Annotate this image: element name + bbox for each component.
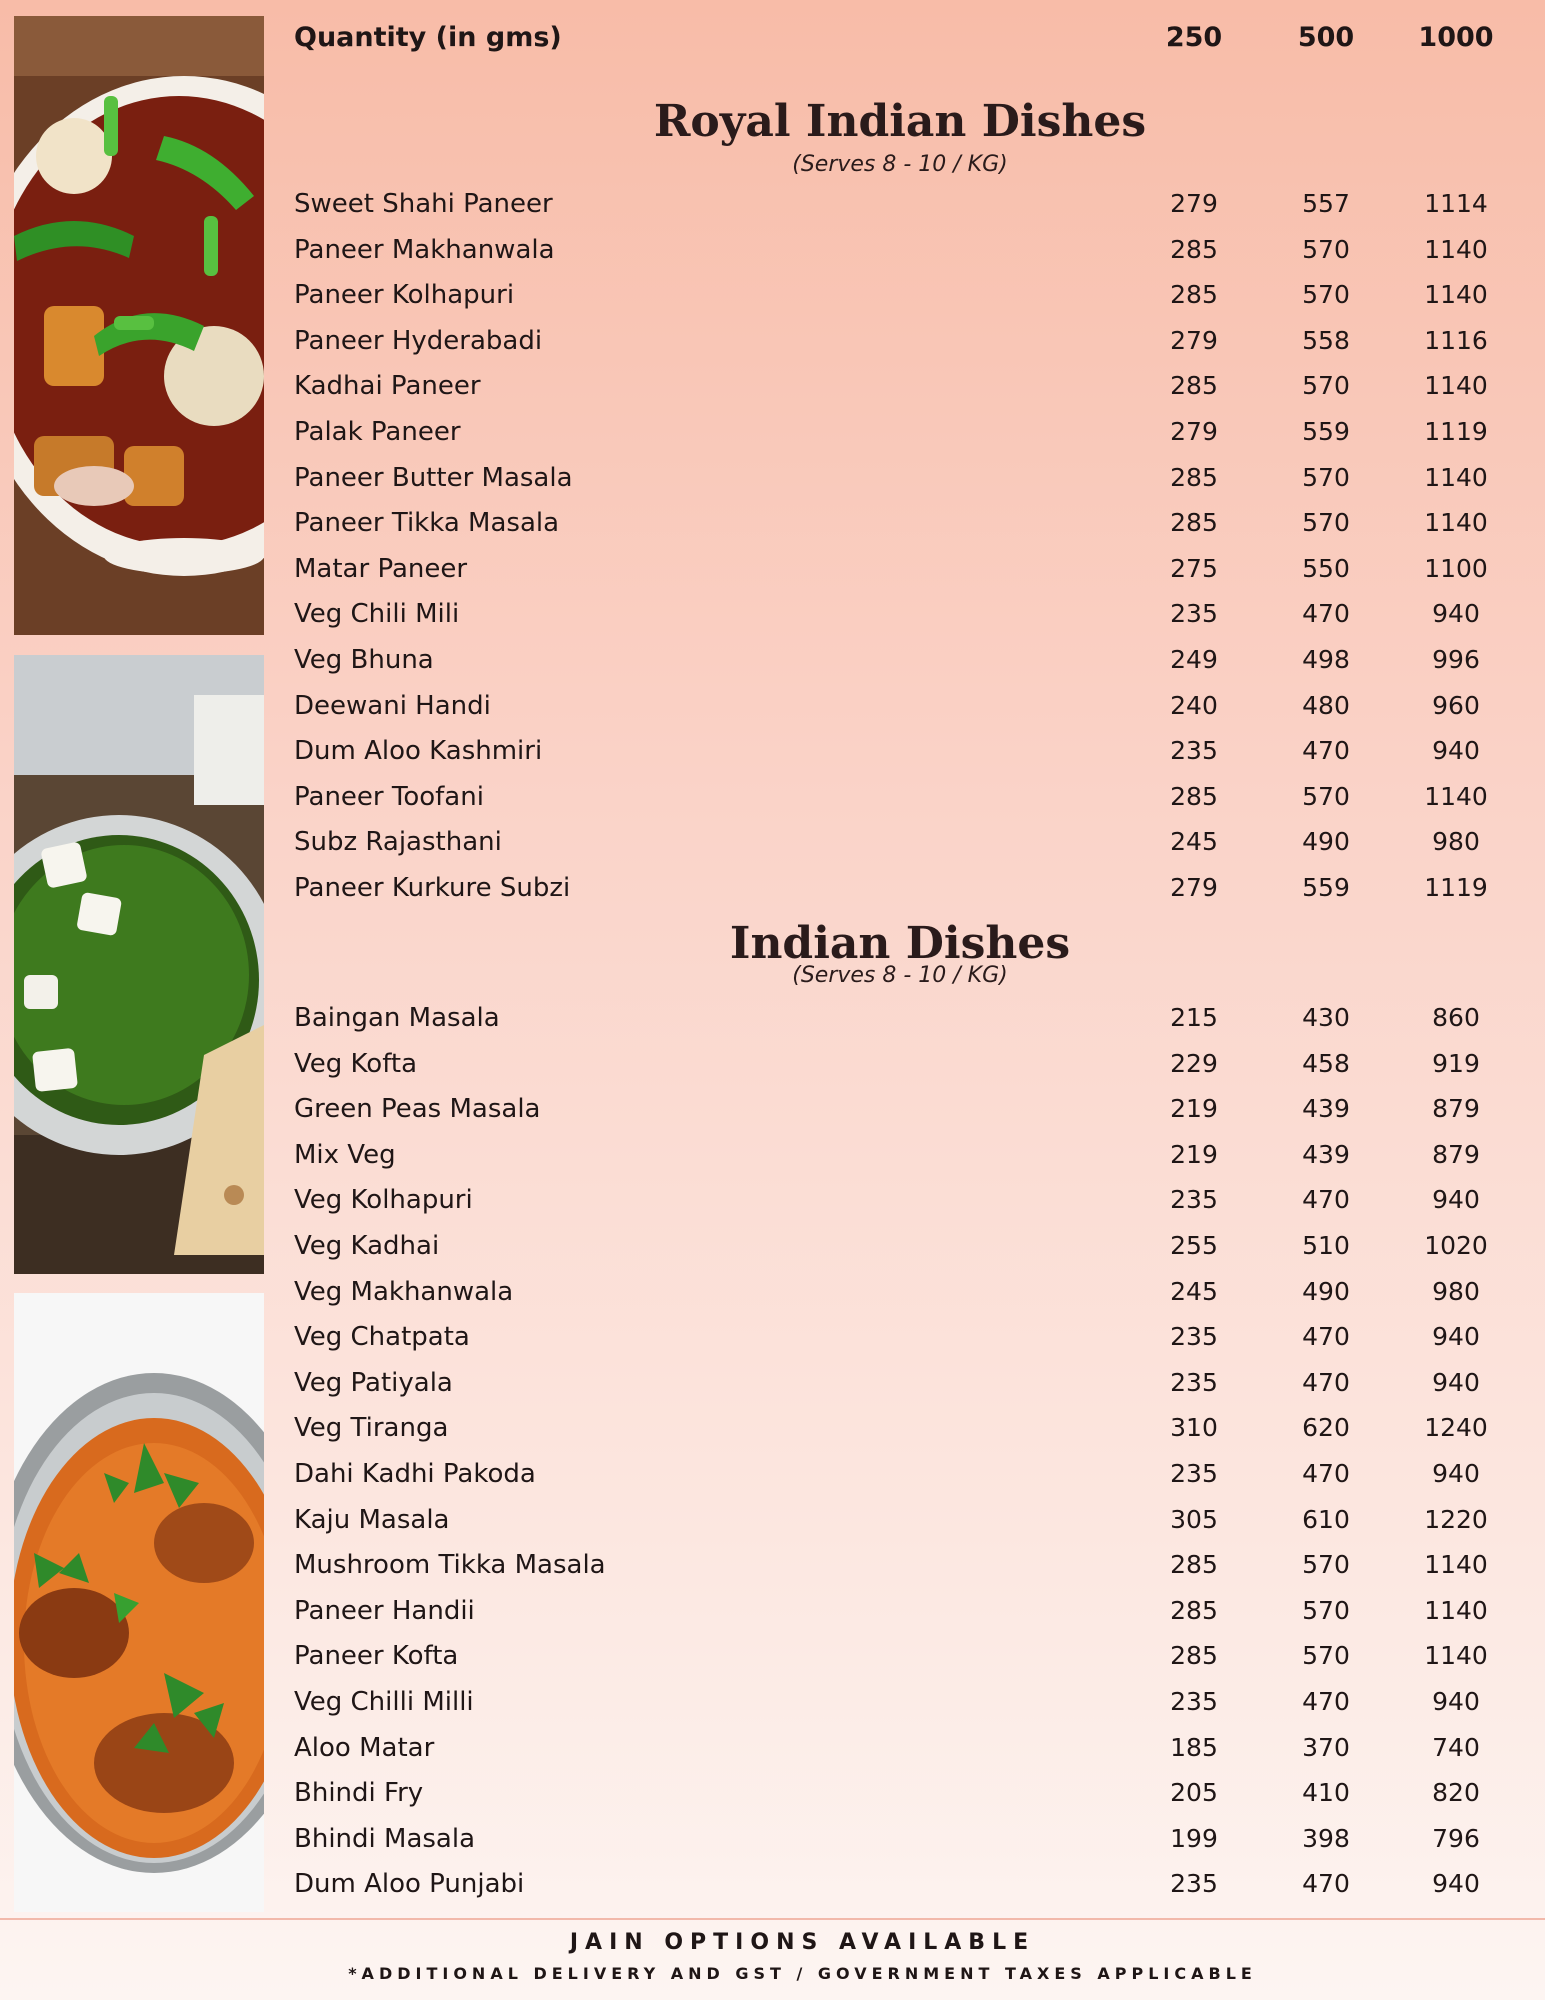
palak-paneer-photo <box>14 655 264 1274</box>
dish-name: Paneer Butter Masala <box>294 462 573 493</box>
dish-name: Kadhai Paneer <box>294 371 481 402</box>
price-1000: 1140 <box>1424 280 1488 310</box>
price-250: 205 <box>1170 1778 1218 1808</box>
dish-name: Veg Tiranga <box>294 1413 449 1444</box>
chilli-paneer-photo <box>14 16 264 635</box>
jain-options-note: JAIN OPTIONS AVAILABLE <box>569 1930 1036 1955</box>
price-250: 285 <box>1170 1641 1218 1671</box>
menu-item-row <box>294 186 1514 232</box>
dish-name: Bhindi Masala <box>294 1823 476 1854</box>
dish-name: Veg Chili Mili <box>294 599 460 630</box>
price-250: 235 <box>1170 1322 1218 1352</box>
price-1000: 879 <box>1432 1094 1480 1124</box>
price-1000: 1140 <box>1424 234 1488 264</box>
price-500: 470 <box>1302 736 1350 766</box>
price-1000: 940 <box>1432 1869 1480 1899</box>
price-250: 240 <box>1170 690 1218 720</box>
menu-item-row <box>294 1638 1514 1684</box>
price-250: 285 <box>1170 462 1218 492</box>
price-1000: 940 <box>1432 736 1480 766</box>
royal-dishes-list <box>294 186 1514 916</box>
dish-name: Paneer Kurkure Subzi <box>294 872 571 903</box>
indian-dishes-list <box>294 1000 1514 1912</box>
dish-name: Mix Veg <box>294 1139 396 1170</box>
dish-name: Palak Paneer <box>294 416 461 447</box>
price-250: 215 <box>1170 1003 1218 1032</box>
price-250: 285 <box>1170 280 1218 310</box>
price-1000: 1100 <box>1424 553 1488 583</box>
price-500: 458 <box>1302 1048 1350 1078</box>
price-250: 235 <box>1170 1869 1218 1899</box>
menu-item-row <box>294 1593 1514 1639</box>
price-1000: 1140 <box>1424 781 1488 811</box>
price-1000: 740 <box>1432 1732 1480 1762</box>
price-1000: 1020 <box>1424 1230 1488 1260</box>
price-1000: 940 <box>1432 1686 1480 1716</box>
price-1000: 1114 <box>1424 189 1488 218</box>
price-250: 285 <box>1170 508 1218 538</box>
price-1000: 980 <box>1432 1276 1480 1306</box>
price-500: 370 <box>1302 1732 1350 1762</box>
dish-name: Matar Paneer <box>294 553 468 584</box>
dish-name: Veg Bhuna <box>294 644 434 675</box>
section-title-indian: Indian Dishes <box>729 918 1071 969</box>
price-500: 570 <box>1302 508 1350 538</box>
dish-name: Paneer Hyderabadi <box>294 325 543 356</box>
price-500: 490 <box>1302 1276 1350 1306</box>
menu-item-row <box>294 368 1514 414</box>
menu-item-row <box>294 323 1514 369</box>
menu-item-row <box>294 1547 1514 1593</box>
price-1000: 820 <box>1432 1778 1480 1808</box>
price-500: 470 <box>1302 1458 1350 1488</box>
price-500: 570 <box>1302 1550 1350 1580</box>
price-250: 219 <box>1170 1139 1218 1169</box>
price-1000: 1116 <box>1424 325 1488 355</box>
price-1000: 940 <box>1432 1458 1480 1488</box>
dish-name: Paneer Kofta <box>294 1641 459 1672</box>
price-1000: 1240 <box>1424 1413 1488 1443</box>
price-500: 470 <box>1302 1869 1350 1899</box>
dish-name: Mushroom Tikka Masala <box>294 1550 606 1581</box>
menu-item-row <box>294 1319 1514 1365</box>
menu-item-row <box>294 1821 1514 1867</box>
menu-item-row <box>294 1274 1514 1320</box>
menu-item-row <box>294 688 1514 734</box>
price-1000: 960 <box>1432 690 1480 720</box>
menu-item-row <box>294 779 1514 825</box>
menu-item-row <box>294 596 1514 642</box>
price-500: 620 <box>1302 1413 1350 1443</box>
price-500: 559 <box>1302 416 1350 446</box>
price-250: 245 <box>1170 827 1218 857</box>
menu-item-row <box>294 1684 1514 1730</box>
price-250: 279 <box>1170 416 1218 446</box>
price-1000: 796 <box>1432 1823 1480 1853</box>
price-500: 470 <box>1302 1322 1350 1352</box>
price-250: 310 <box>1170 1413 1218 1443</box>
menu-item-row <box>294 277 1514 323</box>
menu-item-row <box>294 1091 1514 1137</box>
price-1000: 1220 <box>1424 1504 1488 1534</box>
dish-name: Kaju Masala <box>294 1504 450 1535</box>
price-500: 480 <box>1302 690 1350 720</box>
price-500: 398 <box>1302 1823 1350 1853</box>
menu-item-row <box>294 1137 1514 1183</box>
price-1000: 980 <box>1432 827 1480 857</box>
menu-item-row <box>294 232 1514 278</box>
menu-item-row <box>294 1228 1514 1274</box>
price-500: 559 <box>1302 872 1350 902</box>
price-250: 279 <box>1170 189 1218 218</box>
price-250: 235 <box>1170 599 1218 629</box>
price-1000: 940 <box>1432 1367 1480 1397</box>
price-500: 470 <box>1302 1185 1350 1215</box>
price-1000: 919 <box>1432 1048 1480 1078</box>
menu-item-row <box>294 460 1514 506</box>
price-250: 305 <box>1170 1504 1218 1534</box>
qty-1000-heading: 1000 <box>1418 22 1494 53</box>
price-500: 570 <box>1302 781 1350 811</box>
section-title-royal: Royal Indian Dishes <box>653 96 1147 147</box>
qty-500-heading: 500 <box>1297 22 1355 53</box>
qty-250-heading: 250 <box>1165 22 1223 53</box>
menu-item-row <box>294 551 1514 597</box>
price-500: 570 <box>1302 462 1350 492</box>
dish-name: Paneer Handii <box>294 1595 475 1626</box>
price-250: 219 <box>1170 1094 1218 1124</box>
price-500: 610 <box>1302 1504 1350 1534</box>
price-1000: 1140 <box>1424 1595 1488 1625</box>
menu-item-row <box>294 505 1514 551</box>
price-1000: 940 <box>1432 599 1480 629</box>
price-1000: 1140 <box>1424 371 1488 401</box>
dish-name: Subz Rajasthani <box>294 827 502 858</box>
menu-item-row <box>294 1730 1514 1776</box>
price-250: 285 <box>1170 234 1218 264</box>
price-500: 570 <box>1302 1641 1350 1671</box>
dish-name: Paneer Toofani <box>294 781 484 812</box>
dish-name: Veg Makhanwala <box>294 1276 514 1307</box>
menu-item-row <box>294 1182 1514 1228</box>
menu-item-row <box>294 870 1514 916</box>
menu-item-row <box>294 1866 1514 1912</box>
price-1000: 940 <box>1432 1322 1480 1352</box>
price-500: 570 <box>1302 280 1350 310</box>
price-1000: 1119 <box>1424 416 1488 446</box>
price-1000: 1140 <box>1424 1641 1488 1671</box>
price-1000: 1140 <box>1424 462 1488 492</box>
price-250: 229 <box>1170 1048 1218 1078</box>
dish-name: Veg Patiyala <box>294 1367 453 1398</box>
price-250: 255 <box>1170 1230 1218 1260</box>
dish-name: Veg Chatpata <box>294 1322 470 1353</box>
footer-divider <box>0 1918 1545 1920</box>
price-1000: 860 <box>1432 1003 1480 1032</box>
menu-item-row <box>294 1000 1514 1046</box>
dish-name: Paneer Kolhapuri <box>294 280 515 311</box>
price-500: 570 <box>1302 234 1350 264</box>
dish-name: Veg Chilli Milli <box>294 1686 474 1717</box>
price-1000: 1140 <box>1424 1550 1488 1580</box>
price-500: 570 <box>1302 1595 1350 1625</box>
dish-name: Paneer Makhanwala <box>294 234 555 265</box>
dish-name: Green Peas Masala <box>294 1094 541 1125</box>
menu-item-row <box>294 1502 1514 1548</box>
dish-name: Deewani Handi <box>294 690 491 721</box>
price-250: 199 <box>1170 1823 1218 1853</box>
dish-name: Veg Kolhapuri <box>294 1185 473 1216</box>
price-500: 430 <box>1302 1003 1350 1032</box>
dish-name: Baingan Masala <box>294 1003 500 1033</box>
price-500: 410 <box>1302 1778 1350 1808</box>
menu-item-row <box>294 1365 1514 1411</box>
price-250: 275 <box>1170 553 1218 583</box>
price-250: 279 <box>1170 325 1218 355</box>
price-1000: 940 <box>1432 1185 1480 1215</box>
section-subtitle-royal: (Serves 8 - 10 / KG) <box>792 152 1008 177</box>
quantity-header <box>294 22 1514 62</box>
dish-name: Bhindi Fry <box>294 1778 424 1809</box>
price-250: 285 <box>1170 781 1218 811</box>
price-250: 185 <box>1170 1732 1218 1762</box>
price-250: 285 <box>1170 1550 1218 1580</box>
dish-name: Sweet Shahi Paneer <box>294 189 553 219</box>
price-500: 557 <box>1302 189 1350 218</box>
menu-item-row <box>294 1456 1514 1502</box>
price-250: 235 <box>1170 1686 1218 1716</box>
dish-name: Dum Aloo Punjabi <box>294 1869 525 1900</box>
price-500: 558 <box>1302 325 1350 355</box>
menu-item-row <box>294 733 1514 779</box>
quantity-label: Quantity (in gms) <box>294 22 562 53</box>
price-500: 470 <box>1302 1686 1350 1716</box>
price-500: 470 <box>1302 1367 1350 1397</box>
price-250: 235 <box>1170 736 1218 766</box>
dish-name: Dahi Kadhi Pakoda <box>294 1458 536 1489</box>
menu-item-row <box>294 1775 1514 1821</box>
menu-item-row <box>294 1410 1514 1456</box>
section-subtitle-indian: (Serves 8 - 10 / KG) <box>792 963 1008 988</box>
price-500: 550 <box>1302 553 1350 583</box>
price-1000: 1119 <box>1424 872 1488 902</box>
price-250: 279 <box>1170 872 1218 902</box>
price-250: 235 <box>1170 1185 1218 1215</box>
price-500: 439 <box>1302 1094 1350 1124</box>
price-250: 249 <box>1170 644 1218 674</box>
price-500: 439 <box>1302 1139 1350 1169</box>
menu-item-row <box>294 824 1514 870</box>
price-500: 490 <box>1302 827 1350 857</box>
dish-name: Aloo Matar <box>294 1732 435 1763</box>
price-250: 235 <box>1170 1367 1218 1397</box>
price-500: 570 <box>1302 371 1350 401</box>
price-250: 285 <box>1170 371 1218 401</box>
menu-item-row <box>294 414 1514 460</box>
curry-photo <box>14 1293 264 1912</box>
dish-name: Veg Kadhai <box>294 1230 440 1261</box>
dish-name: Dum Aloo Kashmiri <box>294 736 543 767</box>
price-1000: 1140 <box>1424 508 1488 538</box>
dish-name: Paneer Tikka Masala <box>294 508 560 539</box>
taxes-note: *ADDITIONAL DELIVERY AND GST / GOVERNMENT TAXES APPLICABLE <box>348 1964 1257 1983</box>
menu-item-row <box>294 642 1514 688</box>
price-1000: 996 <box>1432 644 1480 674</box>
dish-name: Veg Kofta <box>294 1048 418 1079</box>
price-250: 235 <box>1170 1458 1218 1488</box>
menu-item-row <box>294 1046 1514 1092</box>
price-1000: 879 <box>1432 1139 1480 1169</box>
price-500: 498 <box>1302 644 1350 674</box>
price-500: 470 <box>1302 599 1350 629</box>
price-250: 245 <box>1170 1276 1218 1306</box>
price-500: 510 <box>1302 1230 1350 1260</box>
price-250: 285 <box>1170 1595 1218 1625</box>
